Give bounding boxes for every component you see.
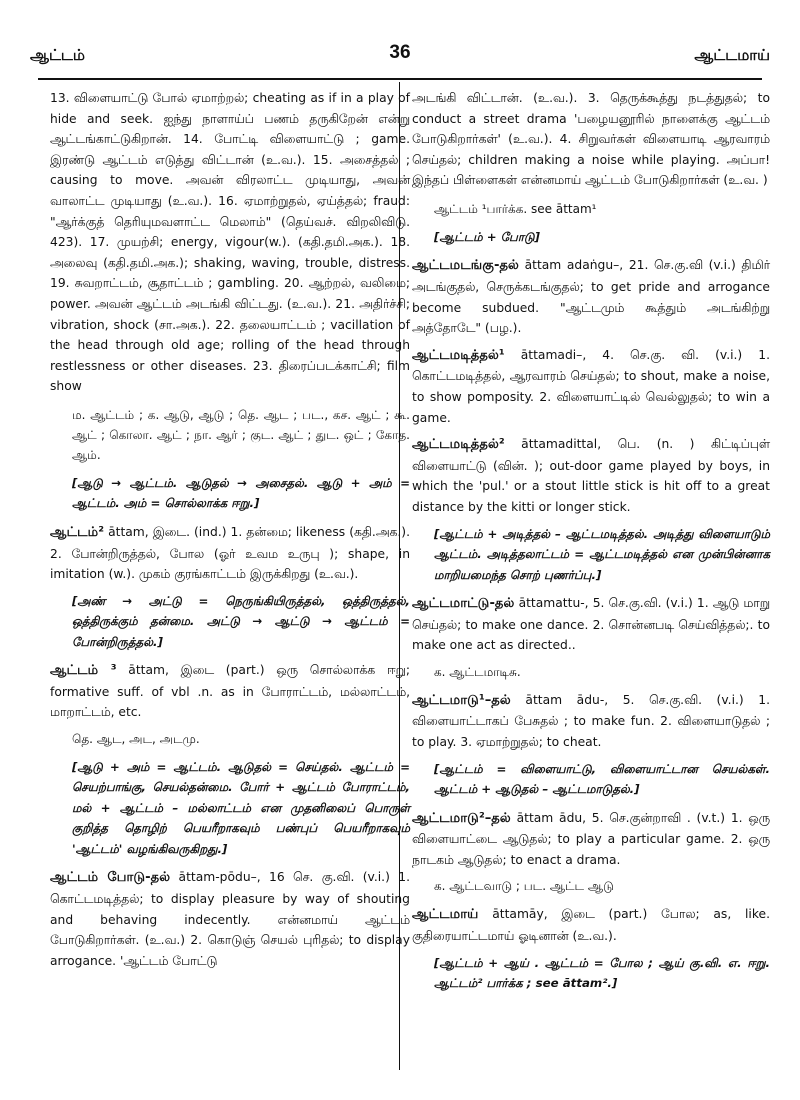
entry-headword: ஆட்டமடித்தல்¹ xyxy=(412,347,505,363)
dictionary-entry xyxy=(412,808,770,871)
dictionary-entry xyxy=(50,867,410,971)
dictionary-entry xyxy=(412,345,770,428)
etymology-note: [ஆட்டம் = விளையாட்டு, விளையாட்டான செயல்கள். ஆட்டம் + ஆடுதல் – ஆட்டமாடுதல்.] xyxy=(434,761,770,797)
left-column xyxy=(50,88,410,977)
cognates-line: க. ஆட்டவாடு ; பட. ஆட்ட ஆடு xyxy=(434,879,614,894)
entry-headword: ஆட்டமடங்கு-தல் xyxy=(412,258,519,274)
etymology-note: [ஆட்டம் + அடித்தல் – ஆட்டமடித்தல். அடித்து விளையாடும் ஆட்டம். அடித்தலாட்டம் = ஆட்டமடித்தல் என முன்பின்னாக மாறியமைந்த சொற் புணர்ப்பு.] xyxy=(434,526,770,582)
cognates-line: தெ. ஆட, அட, அடமு. xyxy=(72,731,200,746)
running-head xyxy=(30,42,770,76)
dictionary-entry xyxy=(50,660,410,723)
entry-headword: ஆட்டமாடு¹–தல் xyxy=(412,692,511,708)
dictionary-entry xyxy=(412,255,770,338)
cognates-line: க. ஆட்டமாடிசு. xyxy=(434,664,521,679)
entry-definition: āttamāy, இடை (part.) போல; as, like. குதிரையாட்டமாய் ஓடினான் (உ.வ.). xyxy=(412,907,770,944)
first-headword: ஆட்டம் xyxy=(30,46,85,64)
last-headword: ஆட்டமாய் xyxy=(694,46,770,64)
etymology-note: [ஆட்டம் + ஆய் . ஆட்டம் = போல ; ஆய் கு.வி. எ. ஈறு. ஆட்டம்² பார்க்க ; see āttam².] xyxy=(434,955,770,991)
entry-definition: āttamadi–, 4. செ.கு. வி. (v.i.) 1. கொட்டமடித்தல், ஆரவாரம் செய்தல்; to shout, make a noise, to show pomposity. 2. விளையாட்டில் வெல்லுதல்; to win a game. xyxy=(412,347,770,425)
etymology-note: [ஆட்டம் + போடு] xyxy=(434,229,540,244)
definition-paragraph: 13. விளையாட்டு போல் ஏமாற்றல்; cheating as if in a play of hide and seek. ஐந்து நாளாய்ப் பணம் தருகிறேன் என்று ஆட்டங்காட்டுகிறான். 14. போட்டி விளையாட்டு ; game. இரண்டு ஆட்டம் எடுத்து விட்டான் (உ.வ.). 15. அசைத்தல் ; causing to move. அவன் விரலாட்ட முடியாது, அவன் வாலாட்ட முடியாது (உ.வ.). 16. ஏமாற்றுதல், ஏய்த்தல்; fraud: "ஆர்க்குத் தெரியுமவளாட்ட மெலாம்" (தெய்வச். விறலிவிடு. 423). 17. முயற்சி; energy, vigour(w.). (கதி.தமி.அக.). 18. அலைவு (கதி.தமி.அக.); shaking, waving, trouble, distress. 19. சுவறாட்டம், சூதாட்டம் ; gambling. 20. ஆற்றல், வலிமை; power. அவன் ஆட்டம் அடங்கி விட்டது. (உ.வ.). 21. அதிர்ச்சி; vibration, shock (சா.அக.). 22. தலையாட்டம் ; vacillation of the head through old age; rolling of the head through restlessness or other diseases. 23. திரைப்படக்காட்சி; film show xyxy=(50,91,410,394)
dictionary-entry xyxy=(412,593,770,656)
etymology-note: [அண் → அட்டு = நெருங்கியிருத்தல், ஒத்திருத்தல், ஒத்திருக்கும் தன்மை. அட்டு → ஆட்டு → ஆட்டம் = போன்றிருத்தல்.] xyxy=(72,593,410,649)
entry-definition: āttam ādu-, 5. செ.கு.வி. (v.i.) 1. விளையாட்டாகப் பேசுதல் ; to make fun. 2. விளையாடுதல் ; to play. 3. ஏமாற்றுதல்; to cheat. xyxy=(412,692,770,750)
entry-definition: āttam, இடை. (ind.) 1. தன்மை; likeness (கதி.அக.). 2. போன்றிருத்தல், போல (ஓர் உவம உருபு ); shape, in imitation (w.). முகம் குரங்காட்டம் இருக்கிறது (உ.வ.). xyxy=(50,524,410,582)
cognates-line: ம. ஆட்டம் ; க. ஆடு, ஆடு ; தெ. ஆட ; பட., கச. ஆட் ; கூ. ஆட் ; கொலா. ஆட் ; நா. ஆர் ; குட. ஆட் ; துட. ஒட் ; கோத. ஆம். xyxy=(72,407,410,462)
entry-definition: āttamattu-, 5. செ.கு.வி. (v.i.) 1. ஆடு மாறு செய்தல்; to make one dance. 2. சொன்னபடி செய்வித்தல்;. to make one act as directed.. xyxy=(412,596,770,653)
dictionary-entry xyxy=(412,434,770,517)
etymology-note: [ஆடு + அம் = ஆட்டம். ஆடுதல் = செய்தல். ஆட்டம் = செயற்பாங்கு, செயல்தன்மை. போர் + ஆட்டம் போராட்டம், மல் + ஆட்டம் – மல்லாட்டம் என முதனிலைப் பொருள் குறித்த தொழிற் பெயரீறாகவும் பண்புப் பெயரீறாகவும் 'ஆட்டம்' வழங்கிவருகிறது.] xyxy=(72,759,410,856)
entry-headword: ஆட்டமாய் xyxy=(412,907,479,923)
header-rule xyxy=(38,78,762,80)
dictionary-entry xyxy=(412,904,770,946)
right-column xyxy=(412,88,770,1002)
dictionary-entry xyxy=(50,522,410,585)
entry-headword: ஆட்டமாட்டு-தல் xyxy=(412,596,515,612)
entry-headword: ஆட்டமாடு²–தல் xyxy=(412,810,511,826)
entry-headword: ஆட்டம் ³ xyxy=(50,663,117,679)
entry-headword: ஆட்டமடித்தல்² xyxy=(412,437,505,453)
dictionary-entry xyxy=(412,690,770,753)
entry-headword: ஆட்டம் போடு-தல் xyxy=(50,870,171,886)
entry-definition: āttam, இடை (part.) ஒரு சொல்லாக்க ஈறு; formative suff. of vbl .n. as in போராட்டம், மல்லாட்டம், மாறாட்டம், etc. xyxy=(50,663,410,720)
page-number: 36 xyxy=(389,42,411,63)
cognates-line: ஆட்டம் ¹பார்க்க. see āttam¹ xyxy=(434,201,597,216)
entry-headword: ஆட்டம்² xyxy=(50,524,105,540)
entry-definition: āttamadittal, பெ. (n. ) கிட்டிப்புள் விளையாட்டு (வின். ); out-door game played by boys, in which the 'pul.' or a stout little stick is hit off to a great distance by the kitti or longer stick. xyxy=(412,437,770,514)
entry-definition: āttam ādu, 5. செ.குன்றாவி . (v.t.) 1. ஒரு விளையாட்டை ஆடுதல்; to play a particular game. 2. ஒரு நாடகம் ஆடுதல்; to enact a drama. xyxy=(412,810,770,867)
definition-paragraph: அடங்கி விட்டான். (உ.வ.). 3. தெருக்கூத்து நடத்துதல்; to conduct a street drama 'பழையனூரில் நாளைக்கு ஆட்டம் போடுகிறார்கள்' (உ.வ.). 4. சிறுவர்கள் விளையாடி ஆரவாரம் செய்தல்; children making a noise while playing. அப்பா! இந்தப் பிள்ளைகள் என்னமாய் ஆட்டம் போடுகிறார்கள் (உ.வ. ) xyxy=(412,91,770,188)
entry-definition: āttam-pōdu–, 16 செ. கு.வி. (v.i.) 1. கொட்டமடித்தல்; to display pleasure by way of shouting and behaving indecently. என்னமாய் ஆட்டம் போடுகிறார்கள். (உ.வ.) 2. கொடுஞ் செயல் புரிதல்; to display arrogance. 'ஆட்டம் போட்டு xyxy=(50,870,410,968)
etymology-note: [ஆடு → ஆட்டம். ஆடுதல் → அசைதல். ஆடு + அம் = ஆட்டம். அம் = சொல்லாக்க ஈறு.] xyxy=(72,475,410,511)
entry-definition: āttam adaṅgu–, 21. செ.கு.வி (v.i.) திமிர் அடங்குதல், செருக்கடங்குதல்; to get pride and arrogance become subdued. "ஆட்டமும் கூத்தும் அடங்கிற்று அத்தோடே" (பழ.). xyxy=(412,258,770,336)
